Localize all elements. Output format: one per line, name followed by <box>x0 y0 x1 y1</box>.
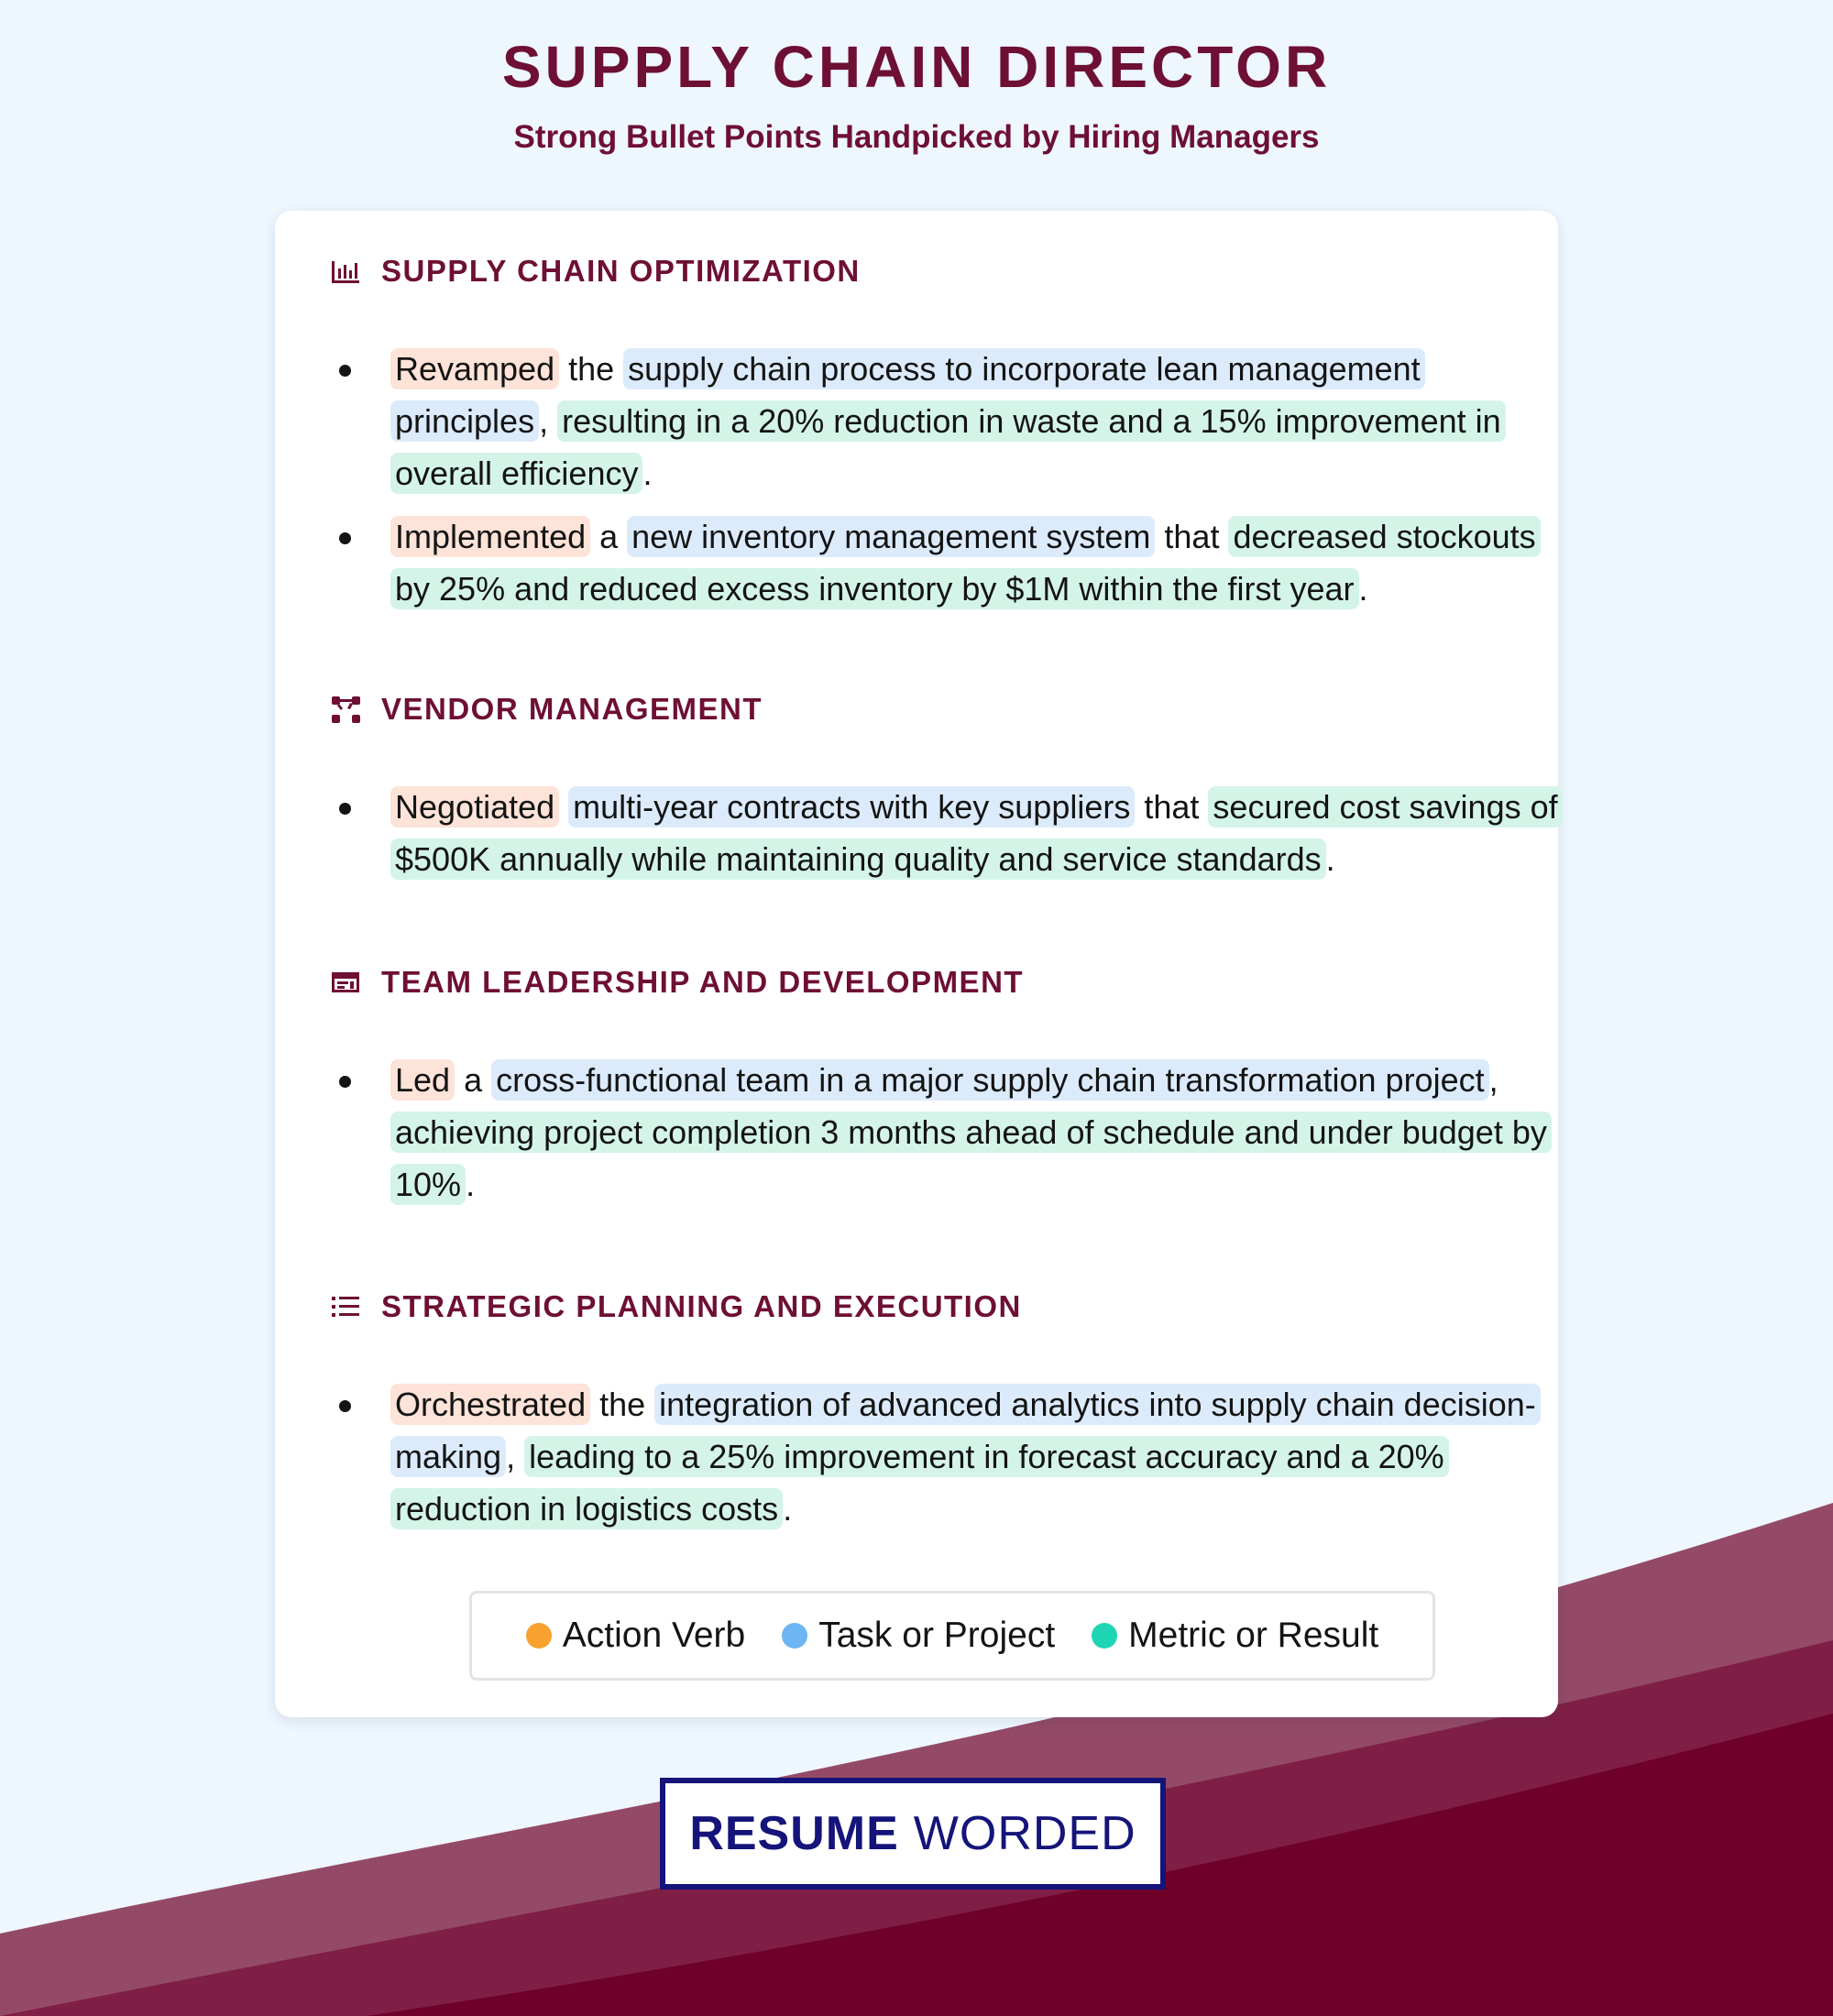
plain-text: . <box>1325 840 1335 878</box>
plain-text: . <box>783 1490 793 1528</box>
section-header <box>330 1287 1540 1327</box>
resume-worded-logo[interactable] <box>660 1778 1166 1890</box>
plain-text: , <box>539 402 558 440</box>
plain-text: that <box>1135 788 1209 826</box>
plain-text: . <box>642 455 653 492</box>
section-title: VENDOR MANAGEMENT <box>381 692 763 726</box>
legend-item-action-verb <box>526 1616 745 1656</box>
plain-text: . <box>1358 570 1368 608</box>
legend-item-metric-or-result <box>1092 1616 1378 1656</box>
task-highlight: multi-year contracts with key suppliers <box>568 786 1135 827</box>
legend-label: Metric or Result <box>1128 1616 1379 1655</box>
bullet-list <box>330 781 1564 896</box>
bullet-points-card <box>275 211 1558 1717</box>
section-title: SUPPLY CHAIN OPTIMIZATION <box>381 254 861 288</box>
metric-highlight: leading to a 25% improvement in forecast accuracy and a 20% reduction in logistics costs <box>390 1436 1449 1529</box>
logo-text-bold: RESUME <box>689 1807 899 1860</box>
plain-text: the <box>559 350 624 388</box>
section-vendor-management <box>330 689 1558 878</box>
plain-text: , <box>506 1438 525 1475</box>
legend-item-task-or-project <box>782 1616 1055 1656</box>
metric-highlight: resulting in a 20% reduction in waste and a 15% improvement in overall efficiency <box>390 400 1506 494</box>
task-highlight: cross-functional team in a major supply chain transformation project <box>491 1059 1489 1101</box>
orange-dot-icon <box>526 1623 552 1649</box>
action-verb-highlight: Negotiated <box>390 786 559 827</box>
bullet-point <box>330 343 1564 499</box>
section-strategic-planning <box>330 1287 1540 1528</box>
network-nodes-icon <box>330 694 361 725</box>
plain-text: the <box>590 1386 655 1423</box>
page-subtitle: Strong Bullet Points Handpicked by Hiring Managers <box>513 119 1320 155</box>
legend-label: Action Verb <box>562 1616 746 1655</box>
action-verb-highlight: Led <box>390 1059 455 1101</box>
metric-highlight: decreased stockouts by 25% and reduced excess inventory by $1M within the first year <box>390 516 1541 609</box>
metric-highlight: secured cost savings of $500K annually while maintaining quality and service standards <box>390 786 1563 880</box>
plain-text: , <box>1488 1061 1498 1099</box>
section-header <box>330 689 1540 729</box>
task-highlight: integration of advanced analytics into supply chain decision-making <box>390 1384 1541 1477</box>
plain-text: . <box>466 1166 476 1203</box>
task-highlight: new inventory management system <box>627 516 1155 557</box>
bullet-point <box>330 781 1564 885</box>
action-verb-highlight: Implemented <box>390 516 590 557</box>
highlight-legend <box>469 1591 1435 1681</box>
bullet-list <box>330 343 1564 626</box>
section-header <box>330 962 1540 1003</box>
section-team-leadership <box>330 962 1547 1203</box>
task-highlight: supply chain process to incorporate lean management principles <box>390 348 1425 442</box>
action-verb-highlight: Orchestrated <box>390 1384 590 1425</box>
id-card-icon <box>330 967 361 998</box>
page-title: SUPPLY CHAIN DIRECTOR <box>501 34 1332 100</box>
bullet-point <box>330 1378 1564 1535</box>
page-header <box>0 35 1833 156</box>
action-verb-highlight: Revamped <box>390 348 559 389</box>
teal-dot-icon <box>1092 1623 1117 1649</box>
bullet-point <box>330 1054 1564 1211</box>
section-title: TEAM LEADERSHIP AND DEVELOPMENT <box>381 965 1025 999</box>
plain-text: a <box>590 518 628 555</box>
legend-label: Task or Project <box>818 1616 1056 1655</box>
section-header <box>330 251 1540 291</box>
plain-text <box>559 788 568 826</box>
plain-text: that <box>1155 518 1229 555</box>
plain-text: a <box>455 1061 492 1099</box>
bar-chart-icon <box>330 256 361 287</box>
bullet-list <box>330 1378 1564 1546</box>
section-supply-chain-optimization <box>330 251 1540 608</box>
blue-dot-icon <box>782 1623 807 1649</box>
section-title: STRATEGIC PLANNING AND EXECUTION <box>381 1289 1022 1323</box>
metric-highlight: achieving project completion 3 months ahead of schedule and under budget by 10% <box>390 1112 1552 1205</box>
list-icon <box>330 1291 361 1322</box>
bullet-list <box>330 1054 1564 1222</box>
logo-text-light: WORDED <box>913 1807 1136 1860</box>
bullet-point <box>330 510 1564 615</box>
